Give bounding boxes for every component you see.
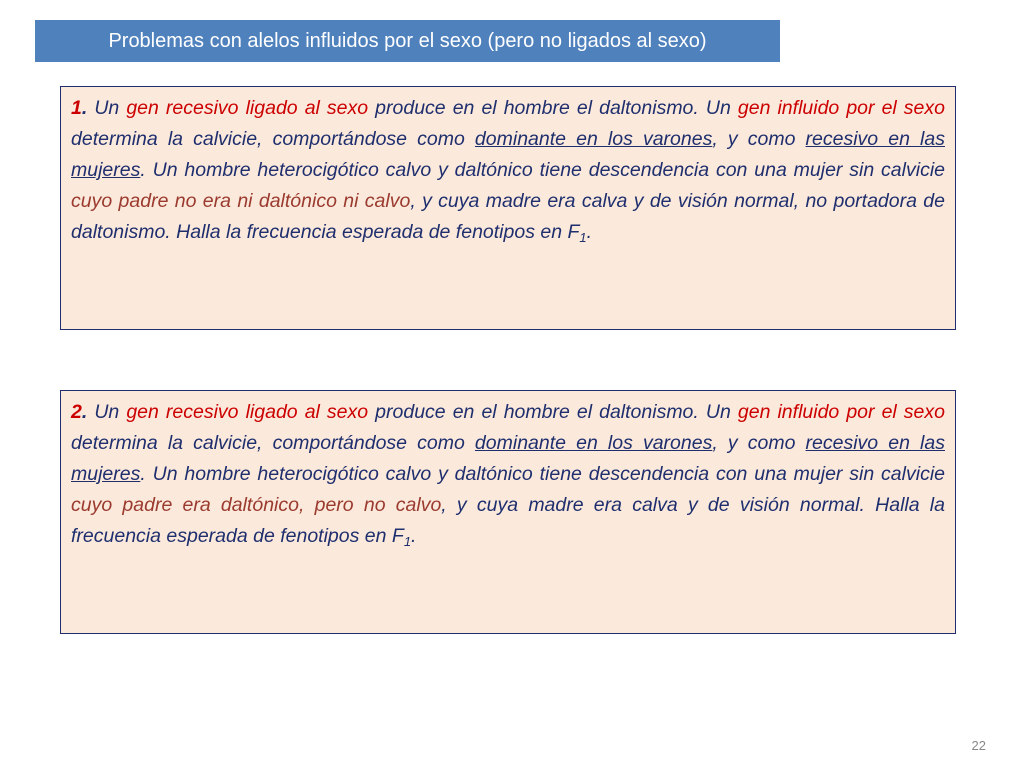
problem-text: determina la calvicie, comportándose como: [71, 432, 475, 454]
problem-number-dot: .: [81, 401, 88, 423]
problem-text-end: .: [411, 525, 417, 547]
subscript: 1: [579, 230, 587, 245]
recessive-underlined: recesivo en las mujeres: [71, 432, 945, 485]
recessive-underlined: recesivo en las mujeres: [71, 128, 945, 181]
gene-linked-highlight: gen recesivo ligado al sexo: [126, 97, 369, 119]
dominant-underlined: dominante en los varones: [474, 432, 713, 454]
problem-text: . Un hombre heterocigótico calvo y daltónico tiene descendencia con una mujer sin calvicie: [140, 463, 945, 485]
problem-number-dot: .: [81, 97, 88, 119]
problem-text: , y cuya madre era calva y de visión normal, no portadora de daltonismo. Halla la frecuencia esperada de fenotipos en F: [71, 190, 945, 243]
gene-influenced-highlight: gen influido por el sexo: [737, 97, 945, 119]
problem-text: . Un hombre heterocigótico calvo y daltónico tiene descendencia con una mujer sin calvicie: [140, 159, 945, 181]
problem-number: 1: [71, 97, 82, 119]
problem-text: Un: [87, 97, 127, 119]
dominant-underlined: dominante en los varones: [474, 128, 713, 150]
father-condition-highlight: cuyo padre no era ni daltónico ni calvo: [71, 190, 411, 212]
problem-2-box: [60, 390, 956, 634]
gene-influenced-highlight: gen influido por el sexo: [737, 401, 945, 423]
problem-text: determina la calvicie, comportándose como: [71, 128, 475, 150]
problem-text: , y cuya madre era calva y de visión normal. Halla la frecuencia esperada de fenotipos en F: [71, 494, 945, 547]
problem-text: Un: [87, 401, 127, 423]
problem-text: , y como: [712, 128, 806, 150]
problem-text: , y como: [712, 432, 806, 454]
problem-text-end: .: [586, 221, 593, 243]
problem-1-box: [60, 86, 956, 330]
gene-linked-highlight: gen recesivo ligado al sexo: [126, 401, 369, 423]
problem-text: produce en el hombre el daltonismo. Un: [368, 97, 738, 119]
problem-text: produce en el hombre el daltonismo. Un: [368, 401, 738, 423]
father-condition-highlight: cuyo padre era daltónico, pero no calvo: [71, 494, 442, 516]
slide-title: Problemas con alelos influidos por el sexo (pero no ligados al sexo): [35, 20, 780, 62]
subscript: 1: [403, 534, 412, 549]
page-number: 22: [971, 738, 986, 753]
problem-number: 2: [71, 401, 82, 423]
